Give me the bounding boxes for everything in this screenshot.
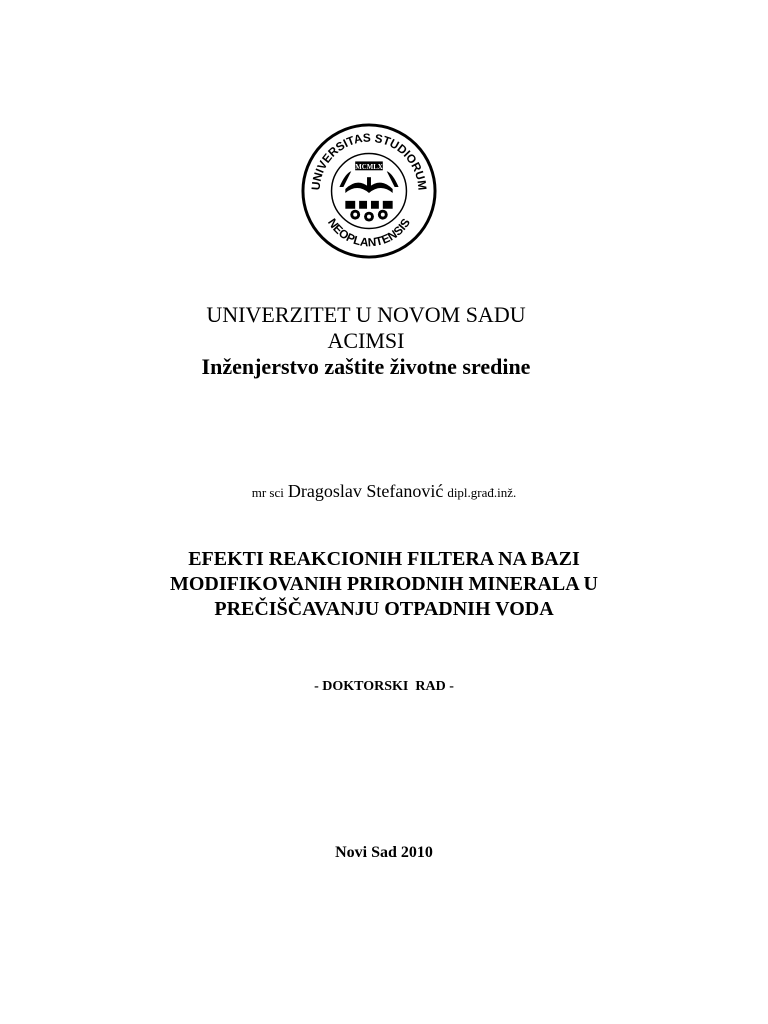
author-prefix: mr sci (251, 485, 284, 500)
university-seal-logo (300, 122, 438, 260)
seal-year-text: MCMLX (355, 163, 383, 171)
institute-name: ACIMSI (327, 328, 405, 353)
thesis-title-line: EFEKTI REAKCIONIH FILTERA NA BAZI (188, 548, 580, 570)
seal-top-text: UNIVERSITAS STUDIORUM (308, 130, 430, 191)
program-name: Inženjerstvo zaštite životne sredine (201, 354, 531, 379)
author-line (0, 481, 768, 502)
seal-bottom-text: NEOPLANTENSIS (324, 215, 413, 250)
university-name: UNIVERZITET U NOVOM SADU (206, 302, 526, 327)
thesis-title (0, 547, 768, 622)
author-suffix: dipl.građ.inž. (447, 485, 517, 500)
institution-header (0, 302, 732, 380)
thesis-title-line: PREČIŠČAVANJU OTPADNIH VODA (214, 598, 554, 620)
document-type: - DOKTORSKI RAD - (314, 679, 454, 694)
place-and-year: Novi Sad 2010 (335, 844, 433, 861)
thesis-title-line: MODIFIKOVANIH PRIRODNIH MINERALA U (170, 573, 598, 595)
author-name: Dragoslav Stefanović (287, 481, 444, 501)
